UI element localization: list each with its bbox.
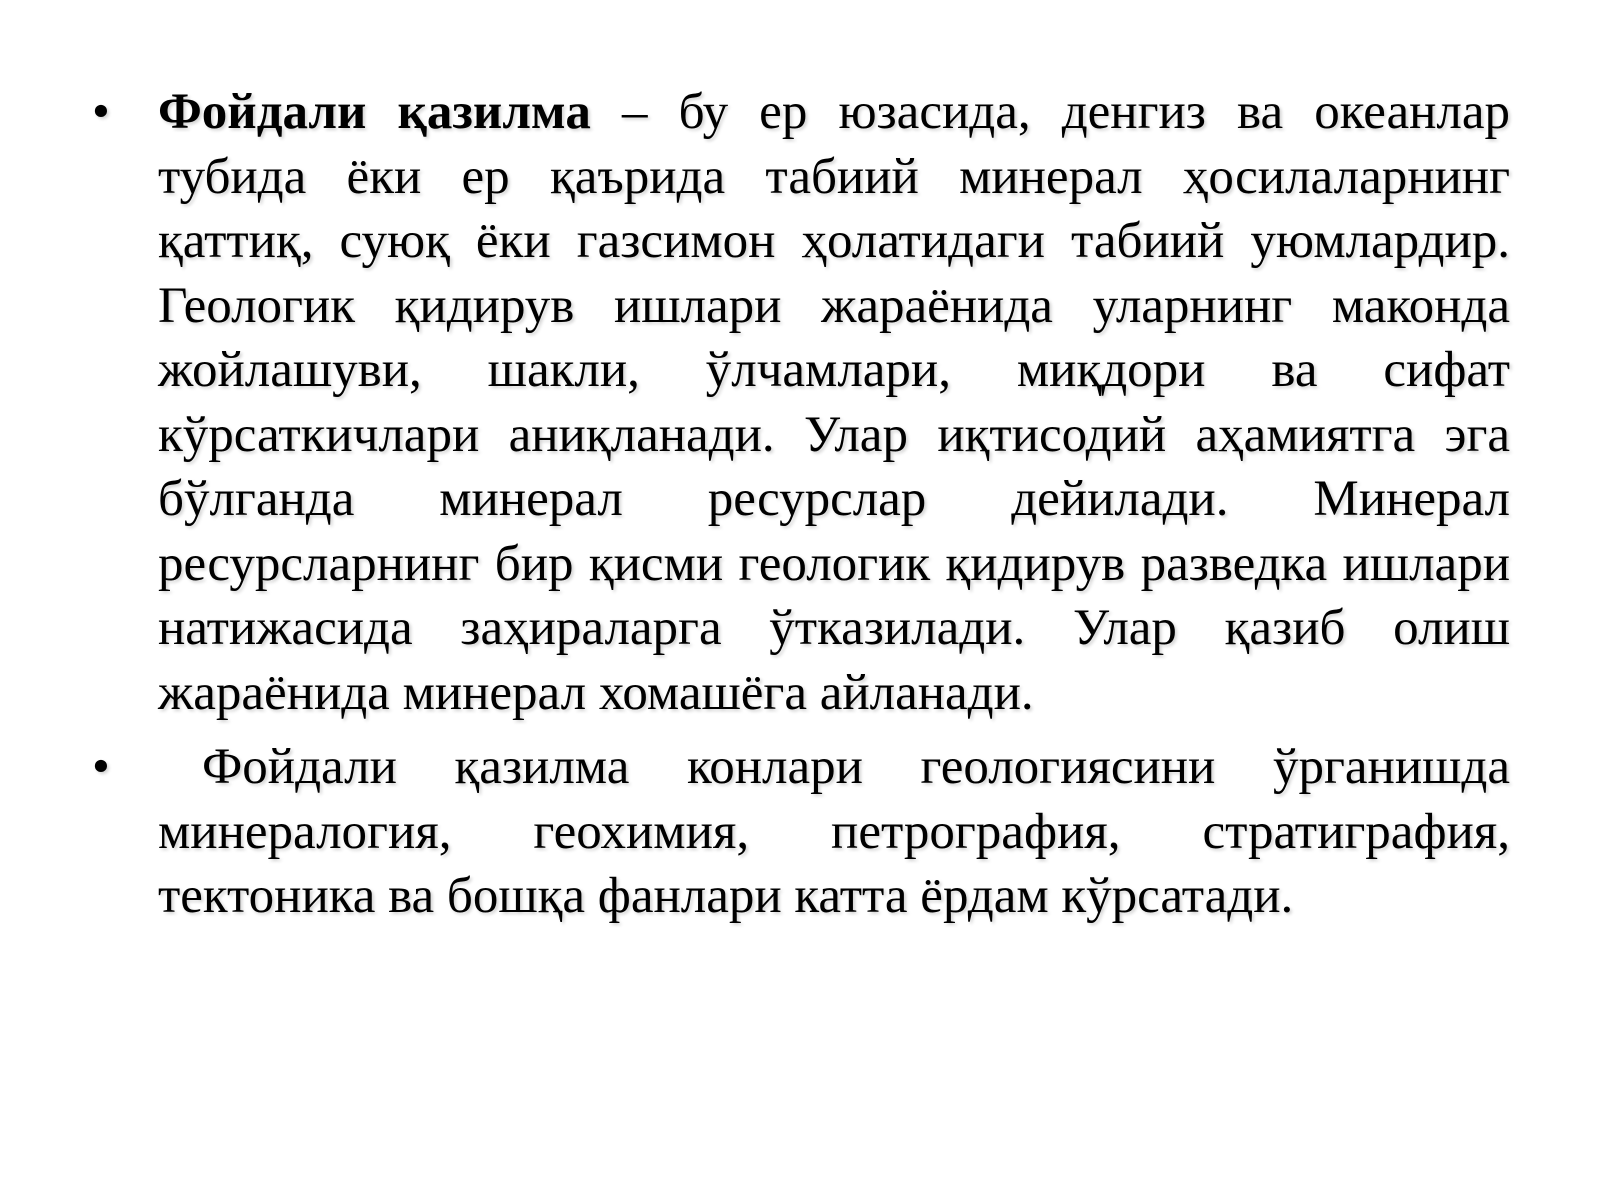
bullet-text: Фойдали қазилма конлари геологиясини ўрганишда минералогия, геохимия, петрография, стратиграфия, тектоника ва бошқа фанлари катта ёрдам кўрсатади. bbox=[158, 739, 1510, 924]
bold-term: Фойдали қазилма bbox=[158, 84, 591, 140]
bullet-icon: • bbox=[92, 84, 110, 140]
bullet-icon: • bbox=[92, 739, 110, 795]
bullet-text: – бу ер юзасида, денгиз ва океанлар тубида ёки ер қаърида табиий минерал ҳосилаларнинг қаттиқ, суюқ ёки газсимон ҳолатидаги табиий уюмлардир. Геологик қидирув ишлари жараёнида уларнинг маконда жойлашуви, шакли, ўлчамлари, миқдори ва сифат кўрсаткичлари аниқланади. Улар иқтисодий аҳамиятга эга бўлганда минерал ресурслар дейилади. Минерал ресурсларнинг бир қисми геологик қидирув разведка ишлари натижасида заҳираларга ўтказилади. Улар қазиб олиш жараёнида минерал хомашёга айланади. bbox=[158, 84, 1510, 721]
bullet-item-sciences bbox=[92, 735, 1510, 929]
bullet-item-definition bbox=[92, 80, 1510, 725]
bullet-list bbox=[92, 80, 1510, 929]
